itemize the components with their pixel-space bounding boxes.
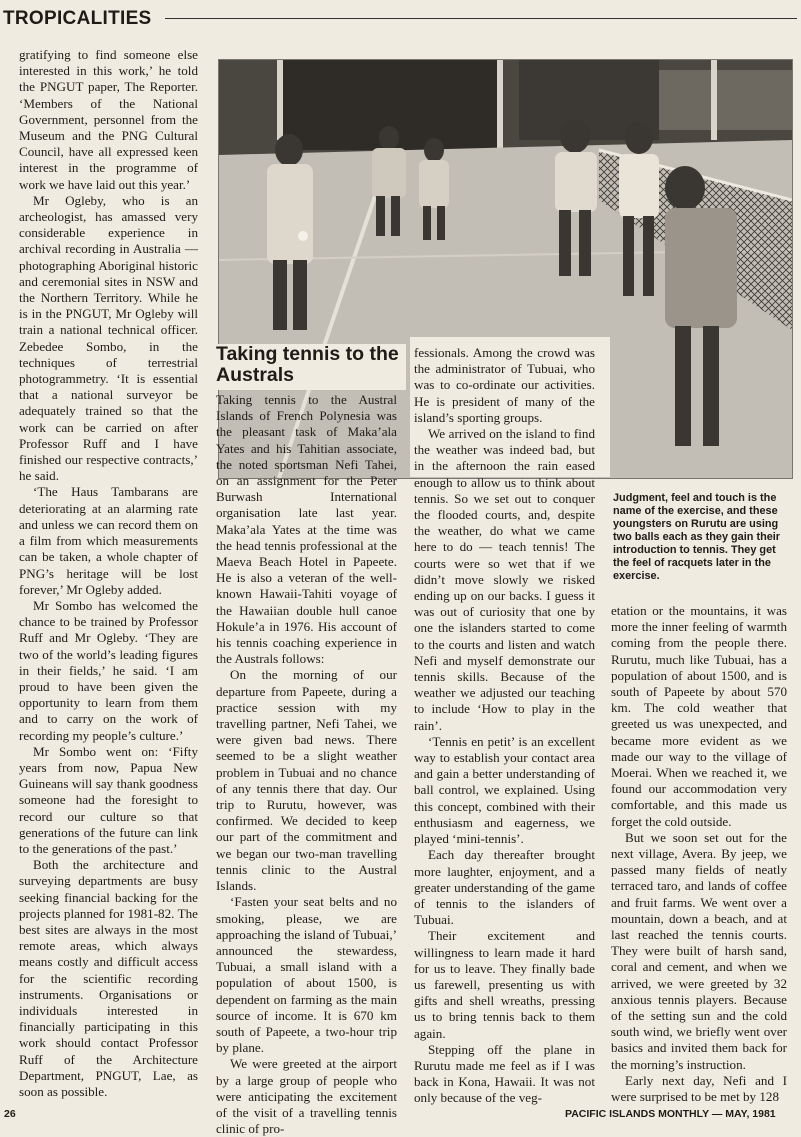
paragraph: gratifying to find someone else interested in this work,’ he told the PNGUT paper, The Reporter. ‘Members of the National Government, personnel from the Museum and the PNG Cultural Council, have all expressed keen interest in the programme of work we have laid out this year.’ <box>19 47 198 192</box>
issue-info: PACIFIC ISLANDS MONTHLY — MAY, 1981 <box>565 1108 776 1120</box>
column-4 <box>611 603 787 1105</box>
header-rule <box>165 18 797 19</box>
paragraph: Their excitement and willingness to learn made it hard for us to leave. They finally bade us farewell, presenting us with gifts and shell wreaths, pressing us to bring tennis back to them again. <box>414 928 595 1041</box>
paragraph: We arrived on the island to find the weather was indeed bad, but in the afternoon the rain eased enough to allow us to think about tennis. So we set out to conquer the flooded courts, and, despite the weather, do what we came here to do — teach tennis! The courts were so wet that if we didn’t move slowly we risked ending up on our backs. I guess it was out of curiosity that one by one the islanders started to come to the courts and listen and watch Nefi and myself demonstrate our tennis skills. Because of the weather we adjusted our teaching to include ‘How to play in the rain’. <box>414 426 595 733</box>
paragraph: ‘Fasten your seat belts and no smoking, please, we are approaching the island of Tubuai,’ announced the stewardess, Tubuai, a small island with a population of about 1500, is dependent on farming as the main source of income. It is 670 km south of Papeete, a two-hour trip by plane. <box>216 894 397 1056</box>
column-1 <box>19 47 198 1100</box>
paragraph: fessionals. Among the crowd was the administrator of Tubuai, who was to co-ordinate our activities. He is president of many of the island’s sporting groups. <box>414 345 595 425</box>
paragraph: Taking tennis to the Austral Islands of French Polynesia was the pleasant task of Maka’ala Yates and his Tahitian associate, the noted sportsman Nefi Tahei, on an assignment for the Peter Burwash International organisation late last year. Maka’ala Yates at the time was the head tennis professional at the Maeva Beach Hotel in Papeete. He is also a veteran of the well-known Hawaii-Tahiti voyage of the Hawaiian double hull canoe Hokule’a in 1976. His account of his tennis coaching experience in the Australs follows: <box>216 392 397 667</box>
column-2 <box>216 392 397 1137</box>
paragraph: Mr Sombo went on: ‘Fifty years from now, Papua New Guineans will say thank goodness someone had the foresight to record our culture so that generations of the future can link to the generations of the past.’ <box>19 743 198 856</box>
paragraph: Each day thereafter brought more laughter, enjoyment, and a greater understanding of the game of tennis to the islanders of Tubuai. <box>414 847 595 928</box>
paragraph: But we soon set out for the next village, Avera. By jeep, we passed many fields of neatly terraced taro, and lands of coffee and fruit farms. We went over a mountain, down a beach, and at last reached the tennis courts. They were built of harsh sand, coral and cement, and when we arrived, we were greeted by 32 anxious tennis players. Because of the setting sun and the cold south wind, we briefly went over basics and invited them back for the morning’s instruction. <box>611 829 787 1072</box>
paragraph: Stepping off the plane in Rurutu made me feel as if I was back in Kona, Hawaii. It was not only because of the veg- <box>414 1041 595 1106</box>
paragraph: We were greeted at the airport by a large group of people who were anticipating the excitement of the visit of a travelling tennis clinic of pro- <box>216 1056 397 1137</box>
paragraph: Both the architecture and surveying departments are busy seeking financial backing for the projects planned for 1981-82. The best sites are always in the most remote areas, which always means costly and difficult access for the scientific recording instruments. Organisations or individuals interested in financially participating in this work should contact Professor Ruff of the Architecture Department, PNGUT, Lae, as soon as possible. <box>19 857 198 1099</box>
page-number: 26 <box>4 1108 16 1120</box>
paragraph: On the morning of our departure from Papeete, during a practice session with my travelling partner, Nefi Tahei, we were given bad news. There seemed to be a slight weather problem in Tubuai and no chance of any tennis there that day. Our trip to Rurutu, however, was confirmed. We decided to keep our part of the commitment and we began our two-man travelling tennis clinic to the Austral Islands. <box>216 667 397 894</box>
section-title: TROPICALITIES <box>3 8 152 29</box>
paragraph: ‘Tennis en petit’ is an excellent way to establish your contact area and gain a better understanding of ball control, we explained. Using this concept, combined with their enthusiasm and eagerness, we played ‘mini-tennis’. <box>414 733 595 847</box>
photo-caption: Judgment, feel and touch is the name of the exercise, and these youngsters on Rurutu are using two balls each as they gain their introduction to tennis. They get the feel of racquets later in the exercise. <box>613 492 781 582</box>
paragraph: ‘The Haus Tambarans are deteriorating at an alarming rate and unless we can record them on a film from which measurements can be taken, a whole chapter of PNG’s heritage will be lost forever,’ Mr Ogleby added. <box>19 484 198 597</box>
paragraph: Early next day, Nefi and I were surprised to be met by 128 <box>611 1072 787 1105</box>
paragraph: Mr Sombo has welcomed the chance to be trained by Professor Ruff and Mr Ogleby. ‘They are two of the world’s leading figures in their fields,’ he said. ‘I am proud to have been given the opportunity to learn from them and to carry on the work of recording my people’s culture.’ <box>19 597 198 743</box>
page-footer <box>0 1107 801 1118</box>
column-3 <box>414 345 595 1107</box>
paragraph: etation or the mountains, it was more the inner feeling of warmth coming from the people there. Rurutu, much like Tubuai, has a population of about 1500, and is south of Papeete by about 570 km. The cold weather that greeted us was unexpected, and became more evident as we made our way to the village of Moerai. When we reached it, we found our accommodation very comfortable, and this made us forget the cold outside. <box>611 603 787 829</box>
paragraph: Mr Ogleby, who is an archeologist, has amassed very considerable experience in archival recording in Australia — photographing Aboriginal historic and ceremonial sites in NSW and the Northern Territory. While he is in the PNGUT, Mr Ogleby will train a national technical officer. Zebedee Sombo, in the techniques of terrestrial photogrammetry. ‘It is essential that a national surveyor be adequately trained so that the work can be carried on after Professor Ruff and I have finished our respective contracts,’ he said. <box>19 192 198 484</box>
article-headline: Taking tennis to the Australs <box>216 344 406 390</box>
